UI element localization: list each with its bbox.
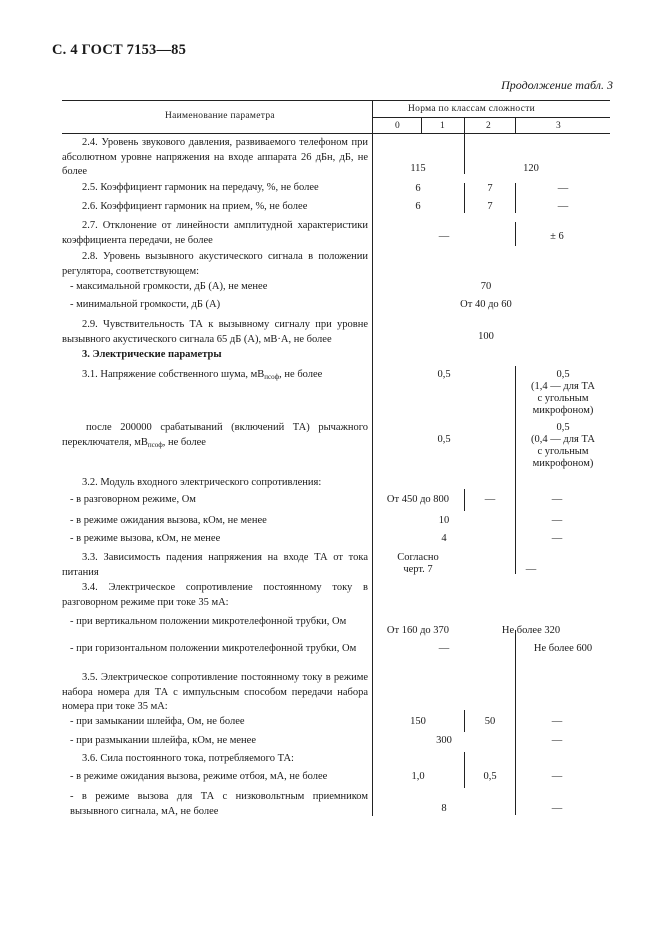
row-3-6-call-class012: 8: [441, 803, 447, 814]
row-3-1-label: 3.1. Напряжение собственного шума, $мВ_{псоф}$, не более: [82, 369, 323, 381]
row-2-8-max-label: - максимальной громкости, дБ (А), не менее: [70, 281, 268, 292]
section-3-heading: 3. Электрические параметры: [82, 349, 222, 360]
row-3-5-open-class012: 300: [436, 735, 452, 746]
row-3-2-label: 3.2. Модуль входного электрического сопротивления:: [82, 477, 322, 488]
row-3-6-wait-class2: 0,5: [483, 771, 497, 782]
row-3-5-label: 3.5. Электрическое сопротивление постоянному току в режиме набора номера для ТА с импульсным способом передачи набора номера при токе 35 мА:: [62, 672, 368, 713]
header-bottom-rule: [62, 133, 610, 134]
row-3-1-after-class3: 0,5: [556, 422, 570, 433]
row-3-1-after-class3-note1: (0,4 — для ТА: [531, 434, 595, 445]
class-header-3: 3: [556, 121, 562, 131]
row-3-2-talk-label: - в разговорном режиме, Ом: [70, 494, 196, 505]
row-2-6-class01: 6: [415, 201, 421, 212]
body-div-12-d: [464, 710, 465, 732]
row-3-3-class23: —: [525, 564, 537, 575]
row-2-7-label: 2.7. Отклонение от линейности амплитудной характеристики коэффициента передачи, не более: [62, 220, 368, 246]
row-3-3-label: 3.3. Зависимость падения напряжения на входе ТА от тока питания: [62, 552, 368, 578]
row-3-4-horiz-label: - при горизонтальном положении микротелефонной трубки, Ом: [70, 643, 357, 654]
row-2-5-label: 2.5. Коэффициент гармоник на передачу, %, не более: [82, 182, 319, 193]
row-3-2-talk-class2: —: [484, 494, 496, 505]
row-3-6-wait-class01: 1,0: [411, 771, 425, 782]
row-3-1-after-class3-note2: с угольным: [537, 446, 589, 457]
row-2-8-max-all: 70: [480, 281, 492, 292]
row-3-2-wait-label: - в режиме ожидания вызова, кОм, не менее: [70, 515, 267, 526]
row-3-2-talk-class01: От 450 до 800: [386, 494, 450, 505]
row-3-2-wait-class3: —: [551, 515, 563, 526]
body-div-12-a: [464, 134, 465, 174]
row-2-4-class01: 115: [410, 163, 426, 174]
row-2-8-label: 2.8. Уровень вызывного акустического сигнала в положении регулятора, соответствующем:: [62, 251, 368, 277]
row-3-4-horiz-class012: —: [438, 643, 450, 654]
row-3-2-call-label: - в режиме вызова, кОм, не менее: [70, 533, 221, 544]
column-header-parameter: Наименование параметра: [165, 111, 275, 121]
class-header-0: 0: [395, 121, 401, 131]
row-2-7-class012: —: [438, 231, 450, 242]
row-3-1-class3: 0,5: [556, 369, 570, 380]
row-2-6-class3: —: [557, 201, 569, 212]
row-3-6-call-class3: —: [551, 803, 563, 814]
row-3-5-close-class2: 50: [484, 716, 496, 727]
row-2-7-class3: ± 6: [550, 231, 564, 242]
row-3-4-vert-class01: От 160 до 370: [386, 625, 450, 636]
row-3-6-call-label: - в режиме вызова для ТА с низковольтным приемником вызывного сигнала, мА, не более: [70, 791, 368, 817]
header-div-12: [464, 117, 465, 133]
body-div-12-e: [464, 752, 465, 788]
row-2-5-class01: 6: [415, 183, 421, 194]
row-3-6-wait-label: - в режиме ожидания вызова, режиме отбоя, мА, не более: [70, 771, 328, 782]
page-header: С. 4 ГОСТ 7153—85: [52, 42, 187, 58]
body-div-12-b: [464, 183, 465, 213]
row-2-9-all: 100: [478, 331, 494, 342]
row-3-4-vert-label: - при вертикальном положении микротелефонной трубки, Ом: [70, 616, 347, 627]
row-2-5-class3: —: [557, 183, 569, 194]
row-3-5-close-label: - при замыкании шлейфа, Ом, не более: [70, 716, 245, 727]
header-div-23: [515, 117, 516, 133]
row-3-1-after-class3-note3: микрофоном): [532, 458, 594, 469]
body-div-12-c: [464, 489, 465, 511]
row-3-5-open-label: - при размыкании шлейфа, кОм, не менее: [70, 735, 256, 746]
row-3-1-after-label: после 200000 срабатываний (включений ТА) рычажного переключателя, $мВ_{псоф}$, не более: [62, 422, 368, 449]
param-column-divider: [372, 100, 373, 816]
row-3-4-horiz-class3: Не более 600: [533, 643, 593, 654]
table-top-rule: [62, 100, 610, 101]
header-div-01: [421, 117, 422, 133]
header-class-rule: [372, 117, 610, 118]
row-2-8-min-all: От 40 до 60: [460, 299, 512, 310]
column-header-norm: Норма по классам сложности: [408, 104, 536, 114]
class-header-1: 1: [440, 121, 446, 131]
row-3-1-class3-note2: с угольным: [537, 393, 589, 404]
row-3-2-talk-class3: —: [551, 494, 563, 505]
row-3-5-close-class3: —: [551, 716, 563, 727]
row-3-2-call-class3: —: [551, 533, 563, 544]
row-2-6-label: 2.6. Коэффициент гармоник на прием, %, не более: [82, 201, 308, 212]
row-3-2-call-class012: 4: [441, 533, 447, 544]
row-3-1-class3-note1: (1,4 — для ТА: [531, 381, 595, 392]
row-3-1-class3-note3: микрофоном): [532, 405, 594, 416]
row-3-5-open-class3: —: [551, 735, 563, 746]
row-3-3-class01-line2: черт. 7: [403, 564, 433, 575]
row-3-1-class01: 0,5: [437, 369, 451, 380]
row-3-5-close-class01: 150: [410, 716, 426, 727]
row-3-6-label: 3.6. Сила постоянного тока, потребляемого ТА:: [82, 753, 294, 764]
row-3-6-wait-class3: —: [551, 771, 563, 782]
row-2-6-class2: 7: [487, 201, 493, 212]
row-2-5-class2: 7: [487, 183, 493, 194]
row-3-3-class01-line1: Согласно: [397, 552, 439, 563]
row-3-4-label: 3.4. Электрическое сопротивление постоянному току в разговорном режиме при токе 35 мА:: [62, 582, 368, 608]
row-3-2-wait-class012: 10: [438, 515, 450, 526]
row-2-4-class23: 120: [523, 163, 539, 174]
row-2-8-min-label: - минимальной громкости, дБ (А): [70, 299, 221, 310]
row-3-4-vert-class23: Не более 320: [501, 625, 561, 636]
row-2-4-label: 2.4. Уровень звукового давления, развиваемого телефоном при абсолютном уровне напряжения на входе аппарата 26 дБн, дБ, не более: [62, 137, 368, 178]
row-3-1-after-class01: 0,5: [437, 434, 451, 445]
row-2-9-label: 2.9. Чувствительность ТА к вызывному сигналу при уровне вызывного акустического сигнала 65 дБ (А), мВ·А, не более: [62, 319, 368, 345]
table-continuation-label: Продолжение табл. 3: [501, 78, 613, 92]
class-header-2: 2: [486, 121, 492, 131]
